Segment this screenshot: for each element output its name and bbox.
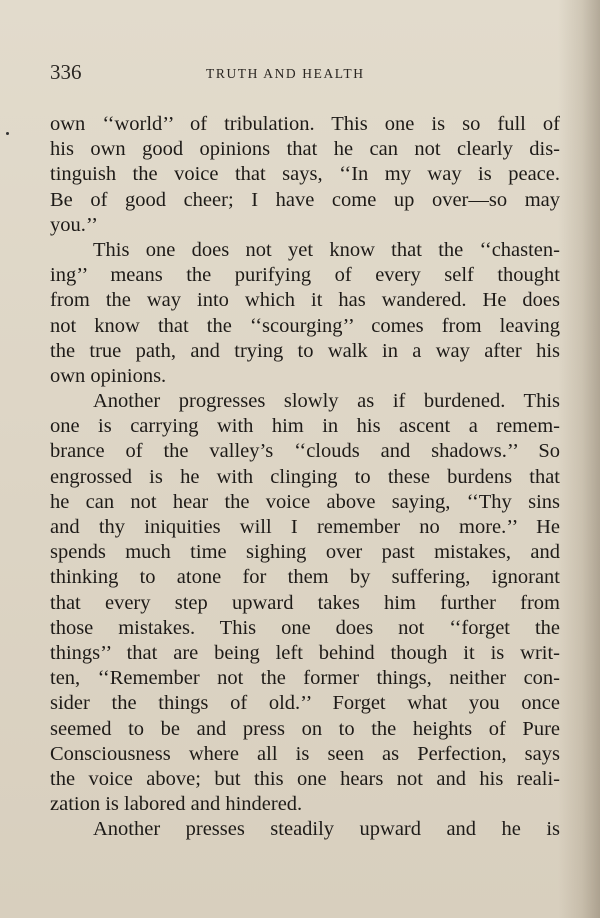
text-line: his own good opinions that he can not clearly dis- <box>50 138 560 161</box>
text-line: sider the things of old.’’ Forget what you once <box>50 692 560 715</box>
text-line: Another progresses slowly as if burdened. This <box>93 390 560 413</box>
text-line: seemed to be and press on to the heights of Pure <box>50 717 560 740</box>
text-line: zation is labored and hindered. <box>50 793 303 816</box>
paragraph <box>50 389 560 817</box>
text-line: those mistakes. This one does not ‘‘forget the <box>50 616 560 639</box>
text-line: ten, ‘‘Remember not the former things, neither con- <box>50 667 560 690</box>
text-line: This one does not yet know that the ‘‘chasten- <box>93 238 560 261</box>
text-line: not know that the ‘‘scourging’’ comes from leaving <box>50 314 560 337</box>
text-line: tinguish the voice that says, ‘‘In my way is peace. <box>50 163 560 186</box>
text-line: that every step upward takes him further from <box>50 591 560 614</box>
text-line: the voice above; but this one hears not and his reali- <box>50 767 560 790</box>
page-header <box>50 60 560 86</box>
paragraph <box>50 817 560 842</box>
text-line: and thy iniquities will I remember no more.’’ He <box>50 516 560 538</box>
running-head: TRUTH AND HEALTH <box>206 66 365 81</box>
page-number: 336 <box>50 60 82 84</box>
text-line: engrossed is he with clinging to these burdens that <box>50 465 560 488</box>
text-line: spends much time sighing over past mistakes, and <box>50 541 560 564</box>
text-line: you.’’ <box>50 213 99 236</box>
text-line: own ‘‘world’’ of tribulation. This one is so full of <box>50 113 560 135</box>
text-line: thinking to atone for them by suffering, ignorant <box>50 566 560 589</box>
paragraph <box>50 238 560 389</box>
text-line: the true path, and trying to walk in a way after his <box>50 339 560 362</box>
text-line: from the way into which it has wandered. He does <box>50 289 560 312</box>
paragraph <box>50 112 560 238</box>
text-line: things’’ that are being left behind though it is writ- <box>50 641 560 664</box>
margin-speck <box>6 132 9 135</box>
body-text <box>50 112 560 842</box>
text-line: Consciousness where all is seen as Perfection, says <box>50 742 560 765</box>
text-line: ing’’ means the purifying of every self thought <box>50 264 560 287</box>
text-line: brance of the valley’s ‘‘clouds and shadows.’’ So <box>50 440 560 463</box>
text-line: own opinions. <box>50 364 167 387</box>
text-line: Be of good cheer; I have come up over—so may <box>50 188 560 211</box>
text-line: he can not hear the voice above saying, ‘‘Thy sins <box>50 490 560 513</box>
text-line: Another presses steadily upward and he is <box>93 818 560 841</box>
text-line: one is carrying with him in his ascent a remem- <box>50 415 560 438</box>
